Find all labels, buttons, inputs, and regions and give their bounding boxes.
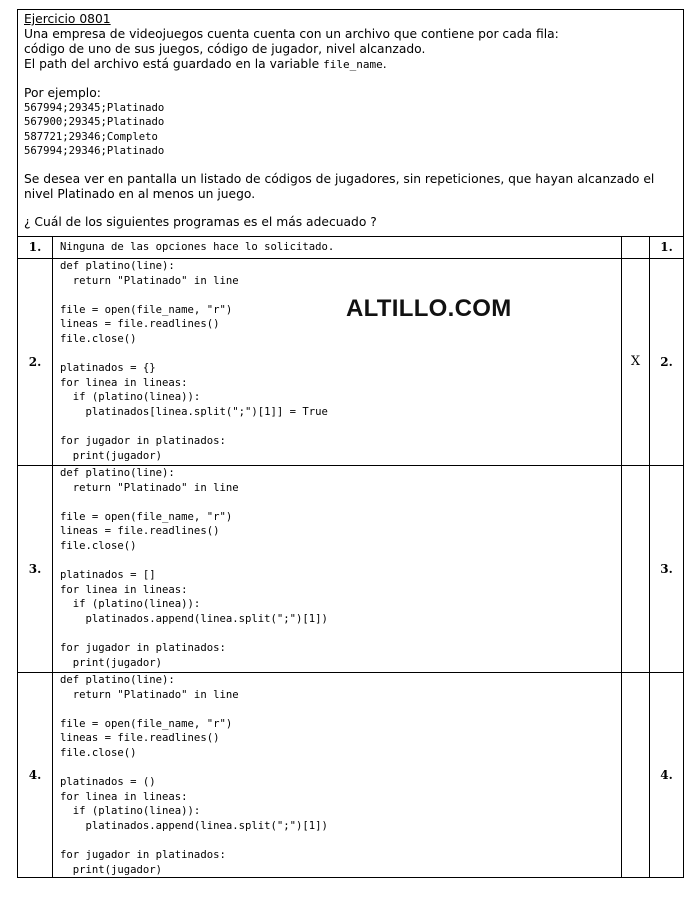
watermark: ALTILLO.COM [346, 294, 512, 322]
example-line: 567994;29346;Platinado [24, 145, 165, 158]
example-line: 567994;29345;Platinado [24, 101, 165, 114]
task-line-2: nivel Platinado en al menos un juego. [24, 186, 256, 201]
statement-line-1: Una empresa de videojuegos cuenta cuenta con un archivo que contiene por cada fila: [24, 27, 559, 41]
example-line: 567900;29345;Platinado [24, 116, 165, 129]
option-number-right: 1. [650, 236, 684, 258]
option-code [53, 258, 622, 465]
option-number-right: 3. [650, 465, 684, 672]
option-row[interactable] [18, 236, 684, 258]
option-number-right: 4. [650, 672, 684, 877]
statement-line-3-text: El path del archivo está guardado en la variable [24, 57, 324, 71]
statement-line-3 [24, 57, 677, 73]
option-number: 4. [18, 672, 53, 877]
option-mark[interactable] [622, 672, 650, 877]
exercise-title: Ejercicio 0801 [24, 12, 111, 26]
option-row[interactable] [18, 465, 684, 672]
task-line-1: Se desea ver en pantalla un listado de códigos de jugadores, sin repeticiones, que hayan alcanzado el [24, 171, 655, 186]
option-code [53, 672, 622, 877]
option-code [53, 465, 622, 672]
option-row[interactable] [18, 258, 684, 465]
option-row[interactable] [18, 672, 684, 877]
option-3-code: def platino(line): return "Platinado" in line file = open(file_name, "r") lineas = file.readlines() file.close() platinados = [] for linea in lineas: if (platino(linea)): platinados.append(linea.split(";")[1]) for jugador in platinados: print(jugador) [60, 466, 328, 669]
option-number: 1. [18, 236, 53, 258]
exercise-sheet [17, 9, 684, 878]
option-number: 2. [18, 258, 53, 465]
statement-end: . [382, 57, 387, 71]
option-number-right: 2. [650, 258, 684, 465]
example-label: Por ejemplo: [24, 85, 101, 100]
option-number: 3. [18, 465, 53, 672]
option-mark[interactable] [622, 236, 650, 258]
question: ¿ Cuál de los siguientes programas es el más adecuado ? [24, 214, 377, 229]
option-text [53, 236, 622, 258]
option-mark[interactable] [622, 465, 650, 672]
option-2-code: def platino(line): return "Platinado" in line file = open(file_name, "r") lineas = file.readlines() file.close() platinados = {} for linea in lineas: if (platino(linea)): platinados[linea.split(";")[1]] = True for jugador in platinados: print(jugador) [60, 259, 328, 462]
exercise-header [17, 9, 684, 236]
option-4-code: def platino(line): return "Platinado" in line file = open(file_name, "r") lineas = file.readlines() file.close() platinados = () for linea in lineas: if (platino(linea)): platinados.append(linea.split(";")[1]) for jugador in platinados: print(jugador) [60, 673, 328, 876]
option-mark[interactable]: X [622, 258, 650, 465]
option-1-text: Ninguna de las opciones hace lo solicitado. [60, 241, 335, 254]
statement-line-2: código de uno de sus juegos, código de jugador, nivel alcanzado. [24, 42, 426, 56]
example-line: 587721;29346;Completo [24, 130, 158, 143]
statement-variable: file_name [323, 58, 383, 71]
options-table [17, 236, 684, 878]
